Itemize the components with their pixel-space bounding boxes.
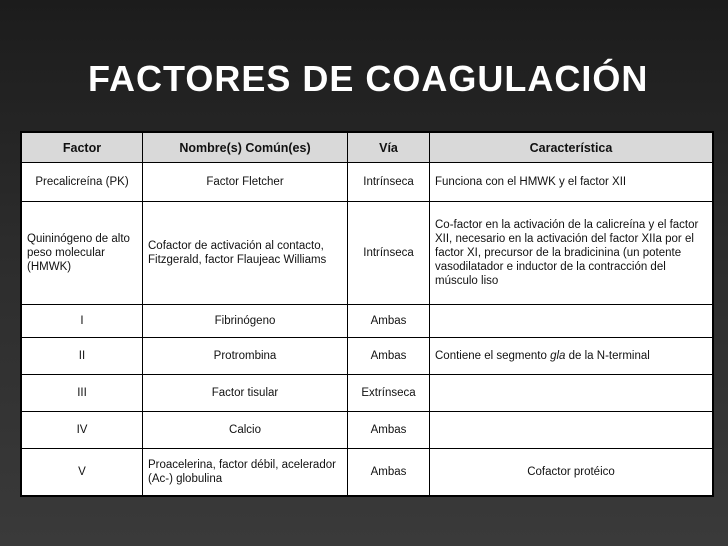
table-row (22, 202, 713, 305)
cell-common-name: Cofactor de activación al contacto, Fitzgerald, factor Flaujeac Williams (143, 202, 348, 305)
cell-factor: Precalicreína (PK) (22, 163, 143, 202)
cell-common-name: Proacelerina, factor débil, acelerador (Ac-) globulina (143, 449, 348, 496)
cell-pathway: Intrínseca (348, 202, 430, 305)
header-pathway: Vía (348, 133, 430, 163)
header-common-names: Nombre(s) Común(es) (143, 133, 348, 163)
cell-pathway: Ambas (348, 411, 430, 448)
cell-characteristic (430, 374, 713, 411)
cell-characteristic (430, 411, 713, 448)
coagulation-factors-table (20, 131, 714, 497)
cell-pathway: Extrínseca (348, 374, 430, 411)
table-header-row (22, 133, 713, 163)
cell-factor: V (22, 449, 143, 496)
cell-factor: I (22, 304, 143, 337)
characteristic-text-gla: gla (550, 349, 566, 362)
table-row (22, 304, 713, 337)
cell-factor: Quininógeno de alto peso molecular (HMWK) (22, 202, 143, 305)
cell-factor: IV (22, 411, 143, 448)
cell-common-name: Factor tisular (143, 374, 348, 411)
table-row (22, 163, 713, 202)
table-row (22, 411, 713, 448)
table-row (22, 337, 713, 374)
cell-common-name: Factor Fletcher (143, 163, 348, 202)
cell-characteristic: Funciona con el HMWK y el factor XII (430, 163, 713, 202)
cell-factor: III (22, 374, 143, 411)
cell-common-name: Protrombina (143, 337, 348, 374)
cell-pathway: Ambas (348, 449, 430, 496)
cell-factor: II (22, 337, 143, 374)
slide-title: FACTORES DE COAGULACIÓN (88, 58, 649, 99)
cell-pathway: Intrínseca (348, 163, 430, 202)
cell-characteristic (430, 304, 713, 337)
table-row (22, 449, 713, 496)
cell-common-name: Calcio (143, 411, 348, 448)
cell-characteristic: Co-factor en la activación de la calicreína y el factor XII, necesario en la activación del factor XIIa por el factor XI, precursor de la bradicinina (un potente vasodilatador e inductor de la contracción del músculo liso (430, 202, 713, 305)
characteristic-text-pre: Contiene el segmento (435, 349, 551, 362)
cell-pathway: Ambas (348, 304, 430, 337)
header-characteristic: Característica (430, 133, 713, 163)
table-row (22, 374, 713, 411)
cell-characteristic: Cofactor protéico (430, 449, 713, 496)
header-factor: Factor (22, 133, 143, 163)
cell-pathway: Ambas (348, 337, 430, 374)
cell-common-name: Fibrinógeno (143, 304, 348, 337)
characteristic-text-post: de la N-terminal (565, 349, 650, 362)
cell-characteristic (430, 337, 713, 374)
